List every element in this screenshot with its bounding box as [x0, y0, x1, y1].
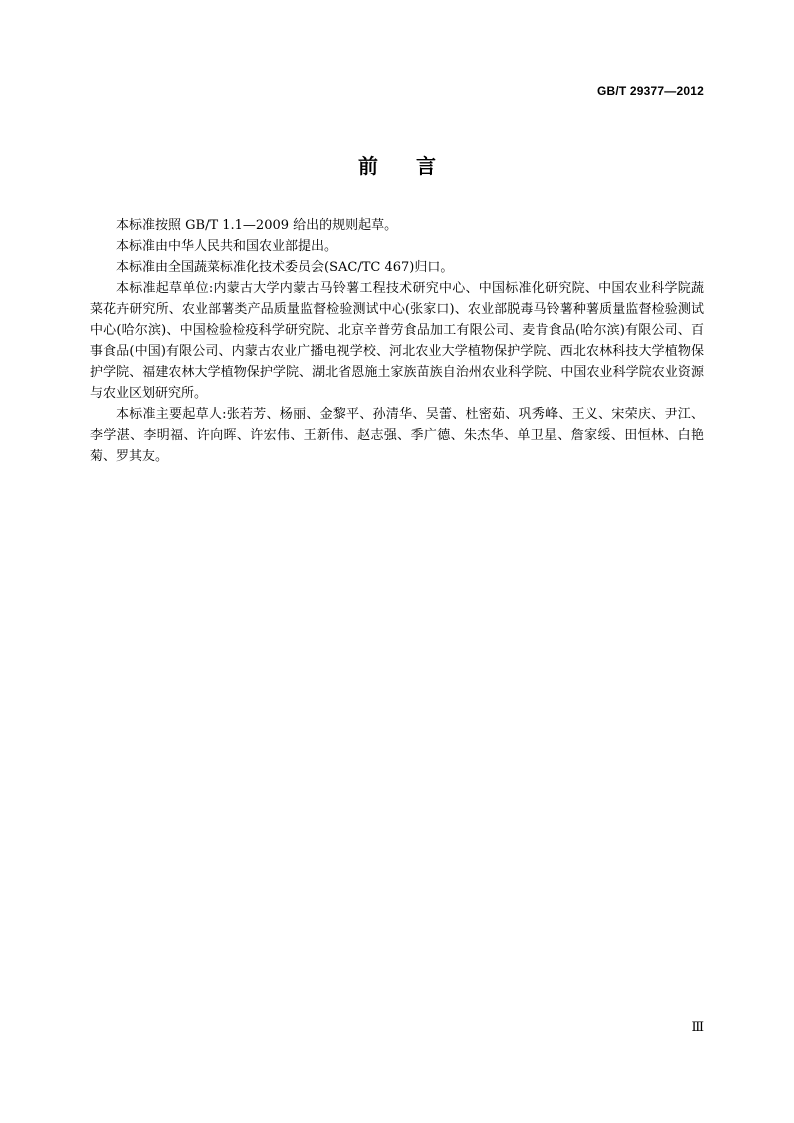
foreword-body	[90, 215, 704, 467]
standard-code: GB/T 29377—2012	[596, 84, 704, 98]
page-title: 前言	[358, 154, 474, 178]
paragraph-drafters: 本标准主要起草人:张若芳、杨丽、金黎平、孙清华、吴蕾、杜密茹、巩秀峰、王义、宋荣庆、尹江、李学湛、李明福、许向晖、许宏伟、王新伟、赵志强、季广德、朱杰华、单卫星、詹家绥、田恒林、白艳菊、罗其友。	[90, 407, 704, 464]
page-number: Ⅲ	[691, 1020, 704, 1035]
paragraph-committee: 本标准由全国蔬菜标准化技术委员会(SAC/TC 467)归口。	[116, 260, 454, 275]
paragraph-drafting-units: 本标准起草单位:内蒙古大学内蒙古马铃薯工程技术研究中心、中国标准化研究院、中国农业科学院蔬菜花卉研究所、农业部薯类产品质量监督检验测试中心(张家口)、农业部脱毒马铃薯种薯质量监督检验测试中心(哈尔滨)、中国检验检疫科学研究院、北京辛普劳食品加工有限公司、麦肯食品(哈尔滨)有限公司、百事食品(中国)有限公司、内蒙古农业广播电视学校、河北农业大学植物保护学院、西北农林科技大学植物保护学院、福建农林大学植物保护学院、湖北省恩施土家族苗族自治州农业科学院、中国农业科学院农业资源与农业区划研究所。	[90, 281, 704, 401]
paragraph-proposer: 本标准由中华人民共和国农业部提出。	[116, 239, 338, 254]
paragraph-drafting-rules: 本标准按照 GB/T 1.1—2009 给出的规则起草。	[116, 218, 398, 233]
